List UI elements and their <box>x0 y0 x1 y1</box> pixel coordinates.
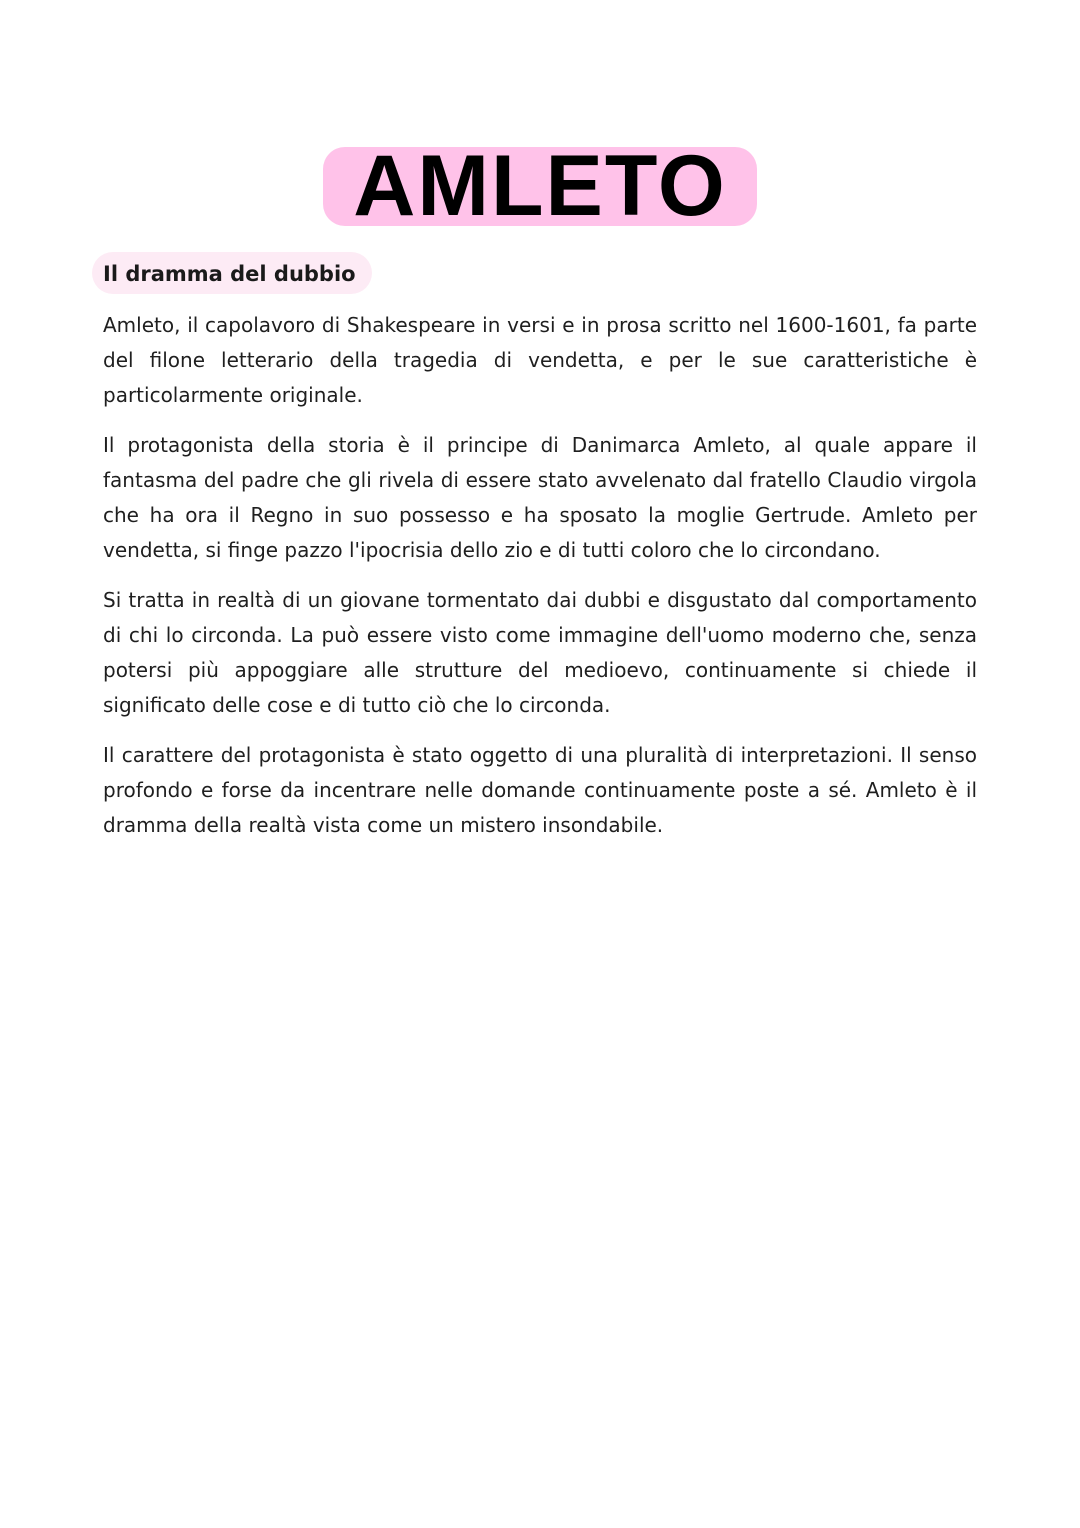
section-heading: Il dramma del dubbio <box>92 252 372 294</box>
paragraph-2: Il protagonista della storia è il principe di Danimarca Amleto, al quale appare il fantasma del padre che gli rivela di essere stato avvelenato dal fratello Claudio virgola che ha ora il Regno in suo possesso e ha sposato la moglie Gertrude. Amleto per vendetta, si finge pazzo l'ipocrisia dello zio e di tutti coloro che lo circondano. <box>103 433 977 562</box>
paragraph-4: Il carattere del protagonista è stato oggetto di una pluralità di interpretazioni. Il senso profondo e forse da incentrare nelle domande continuamente poste a sé. Amleto è il dramma della realtà vista come un mistero insondabile. <box>103 743 977 837</box>
title-container <box>0 138 1080 234</box>
paragraph-1: Amleto, il capolavoro di Shakespeare in versi e in prosa scritto nel 1600-1601, fa parte del filone letterario della tragedia di vendetta, e per le sue caratteristiche è particolarmente originale. <box>103 313 977 407</box>
paragraph-3: Si tratta in realtà di un giovane tormentato dai dubbi e disgustato dal comportamento di chi lo circonda. La può essere visto come immagine dell'uomo moderno che, senza potersi più appoggiare alle strutture del medioevo, continuamente si chiede il significato delle cose e di tutto ciò che lo circonda. <box>103 588 977 717</box>
page-title: AMLETO <box>323 147 757 226</box>
document-body <box>103 308 977 858</box>
